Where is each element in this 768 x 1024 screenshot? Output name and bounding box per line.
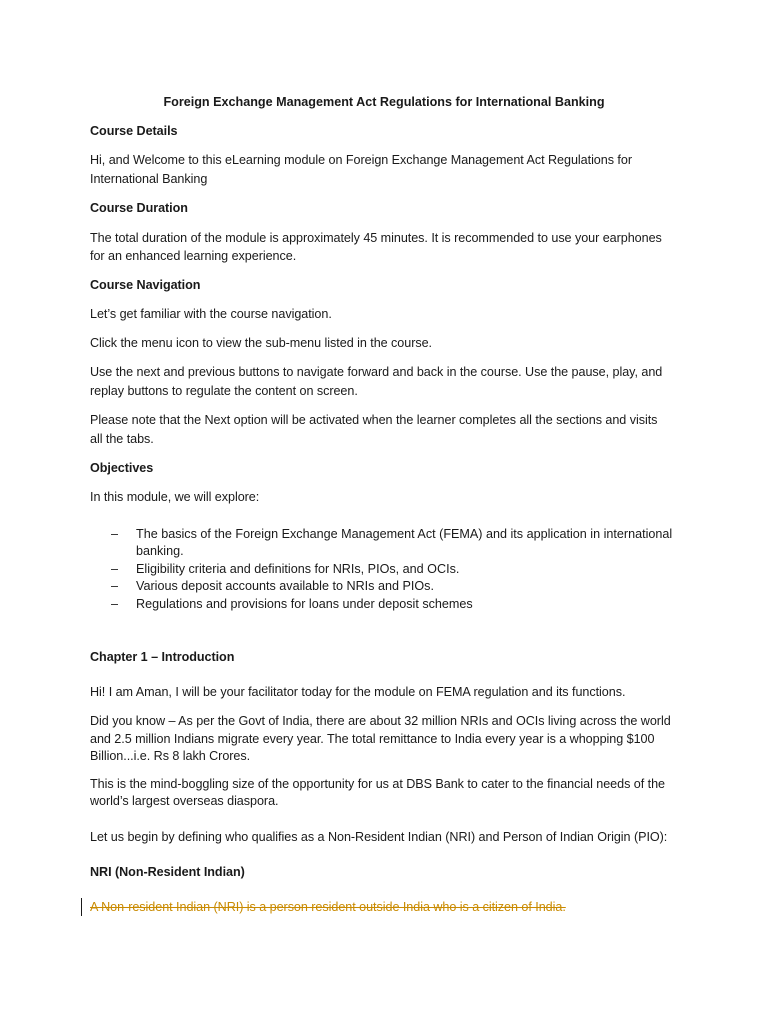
bullet-dash: – xyxy=(111,579,119,593)
duration-paragraph-line: The total duration of the module is approximately 45 minutes. It is recommended to use your earphones xyxy=(90,231,662,245)
welcome-paragraph-line: International Banking xyxy=(90,172,208,186)
navigation-buttons-line: Use the next and previous buttons to navigate forward and back in the course. Use the pause, play, and xyxy=(90,365,663,379)
objective-item: The basics of the Foreign Exchange Management Act (FEMA) and its application in international xyxy=(136,527,673,541)
objective-item: Eligibility criteria and definitions for NRIs, PIOs, and OCIs. xyxy=(136,562,460,576)
facilitator-intro: Hi! I am Aman, I will be your facilitator today for the module on FEMA regulation and its functions. xyxy=(90,685,626,699)
duration-paragraph-line: for an enhanced learning experience. xyxy=(90,249,297,263)
did-you-know-line: and 2.5 million Indians migrate every year. The total remittance to India every year is a whopping $100 xyxy=(90,732,655,746)
objective-item: Regulations and provisions for loans under deposit schemes xyxy=(136,597,473,611)
navigation-buttons-line: replay buttons to regulate the content on screen. xyxy=(90,384,358,398)
definition-intro: Let us begin by defining who qualifies as a Non-Resident Indian (NRI) and Person of Indian Origin (PIO): xyxy=(90,830,668,844)
nri-heading: NRI (Non-Resident Indian) xyxy=(90,865,245,879)
objective-item: Various deposit accounts available to NRIs and PIOs. xyxy=(136,579,434,593)
nri-definition-deleted: A Non-resident Indian (NRI) is a person resident outside India who is a citizen of India. xyxy=(90,900,566,914)
objective-item-continued: banking. xyxy=(136,544,184,558)
did-you-know-line: Billion...i.e. Rs 8 lakh Crores. xyxy=(90,749,251,763)
did-you-know-line: Did you know – As per the Govt of India, there are about 32 million NRIs and OCIs living across the world xyxy=(90,714,671,728)
course-details-heading: Course Details xyxy=(90,124,178,138)
navigation-menu-text: Click the menu icon to view the sub-menu listed in the course. xyxy=(90,336,432,350)
course-navigation-heading: Course Navigation xyxy=(90,278,201,292)
opportunity-line: This is the mind-boggling size of the opportunity for us at DBS Bank to cater to the financial needs of the xyxy=(90,777,665,791)
bullet-dash: – xyxy=(111,527,119,541)
navigation-note-line: all the tabs. xyxy=(90,432,154,446)
objectives-intro: In this module, we will explore: xyxy=(90,490,260,504)
opportunity-line: world’s largest overseas diaspora. xyxy=(90,794,279,808)
navigation-note-line: Please note that the Next option will be activated when the learner completes all the sections and visits xyxy=(90,413,658,427)
tracked-change-bar xyxy=(81,898,82,916)
course-duration-heading: Course Duration xyxy=(90,201,188,215)
chapter-1-heading: Chapter 1 – Introduction xyxy=(90,650,235,664)
welcome-paragraph-line: Hi, and Welcome to this eLearning module on Foreign Exchange Management Act Regulations for xyxy=(90,153,632,167)
navigation-intro: Let’s get familiar with the course navigation. xyxy=(90,307,332,321)
document-title: Foreign Exchange Management Act Regulations for International Banking xyxy=(163,95,605,109)
bullet-dash: – xyxy=(111,562,119,576)
bullet-dash: – xyxy=(111,597,119,611)
objectives-heading: Objectives xyxy=(90,461,154,475)
